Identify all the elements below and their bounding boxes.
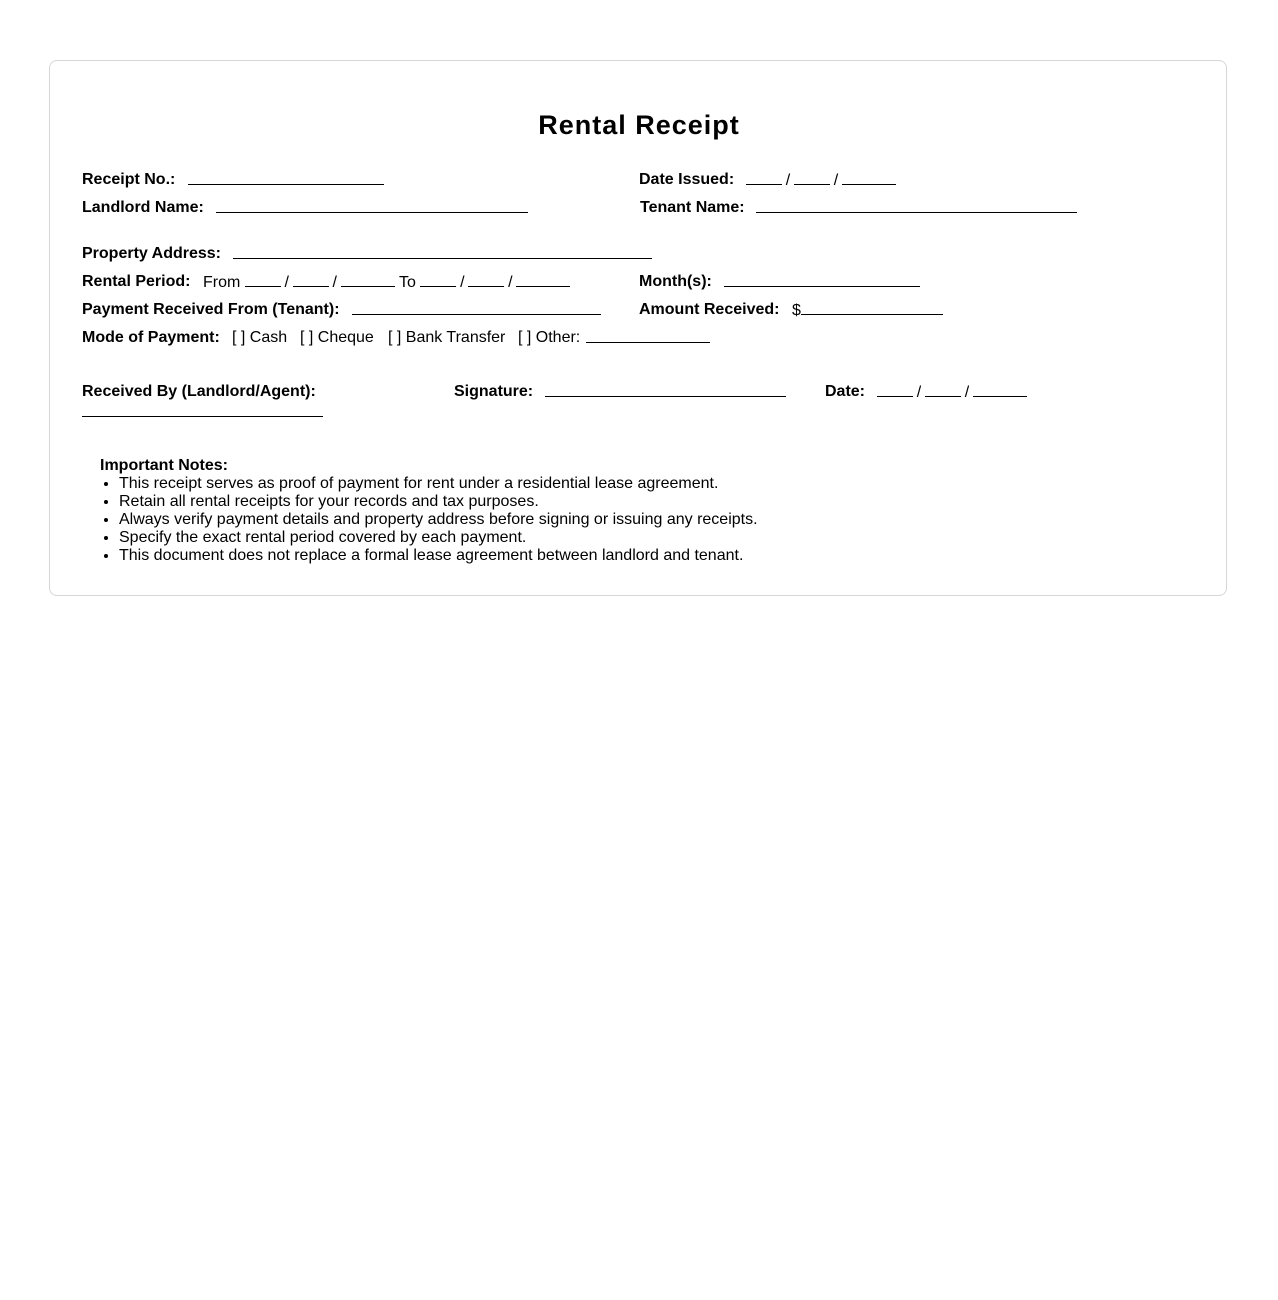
payment-other-field[interactable]: [586, 328, 710, 349]
property-address-label: Property Address:: [82, 245, 221, 262]
rental-period-label: Rental Period:: [82, 273, 191, 290]
note-item: • This receipt serves as proof of payment for rent under a residential lease agreement.: [119, 475, 758, 493]
payment-option-other[interactable]: [ ] Other:: [518, 329, 581, 346]
page-title: Rental Receipt: [538, 110, 740, 140]
date-separator: /: [785, 172, 791, 189]
amount-received-field[interactable]: [792, 300, 943, 321]
receipt-no-field[interactable]: [188, 170, 384, 191]
important-notes: [100, 457, 758, 565]
date-separator: /: [833, 172, 839, 189]
date-issued-label: Date Issued:: [639, 171, 735, 188]
payment-option-cheque[interactable]: [ ] Cheque: [300, 329, 374, 346]
payment-option-cash[interactable]: [ ] Cash: [232, 329, 288, 346]
to-label: To: [398, 274, 416, 291]
date-separator: /: [916, 384, 922, 401]
date-label: Date:: [825, 383, 866, 400]
note-item: • This document does not replace a formal lease agreement between landlord and tenant.: [119, 547, 758, 565]
mode-of-payment-label: Mode of Payment:: [82, 329, 220, 346]
tenant-name-field[interactable]: [756, 198, 1077, 219]
payment-from-field[interactable]: [352, 300, 601, 321]
notes-heading: Important Notes:: [100, 457, 228, 474]
received-by-field[interactable]: [82, 402, 323, 423]
date-issued-field[interactable]: [746, 170, 896, 191]
date-separator: /: [332, 274, 337, 291]
signature-label: Signature:: [454, 383, 534, 400]
rental-period-field[interactable]: [203, 272, 570, 293]
months-label: Month(s):: [639, 273, 712, 290]
amount-received-label: Amount Received:: [639, 301, 780, 318]
notes-list: [100, 475, 758, 565]
date-separator: /: [508, 274, 513, 291]
note-item: • Retain all rental receipts for your records and tax purposes.: [119, 493, 758, 511]
currency-symbol: $: [792, 302, 801, 319]
date-separator: /: [964, 384, 970, 401]
receipt-no-label: Receipt No.:: [82, 171, 176, 188]
received-by-label: Received By (Landlord/Agent):: [82, 383, 316, 400]
note-item: • Always verify payment details and property address before signing or issuing any receipts.: [119, 511, 758, 529]
date-field[interactable]: [877, 382, 1027, 403]
date-separator: /: [284, 274, 289, 291]
from-label: From: [203, 274, 241, 291]
signature-field[interactable]: [545, 382, 786, 403]
landlord-name-label: Landlord Name:: [82, 199, 204, 216]
property-address-field[interactable]: [233, 244, 652, 265]
payment-from-label: Payment Received From (Tenant):: [82, 301, 340, 318]
months-field[interactable]: [724, 272, 920, 293]
landlord-name-field[interactable]: [216, 198, 528, 219]
date-separator: /: [460, 274, 465, 291]
tenant-name-label: Tenant Name:: [640, 199, 745, 216]
note-item: • Specify the exact rental period covered by each payment.: [119, 529, 758, 547]
payment-option-bank-transfer[interactable]: [ ] Bank Transfer: [388, 329, 506, 346]
